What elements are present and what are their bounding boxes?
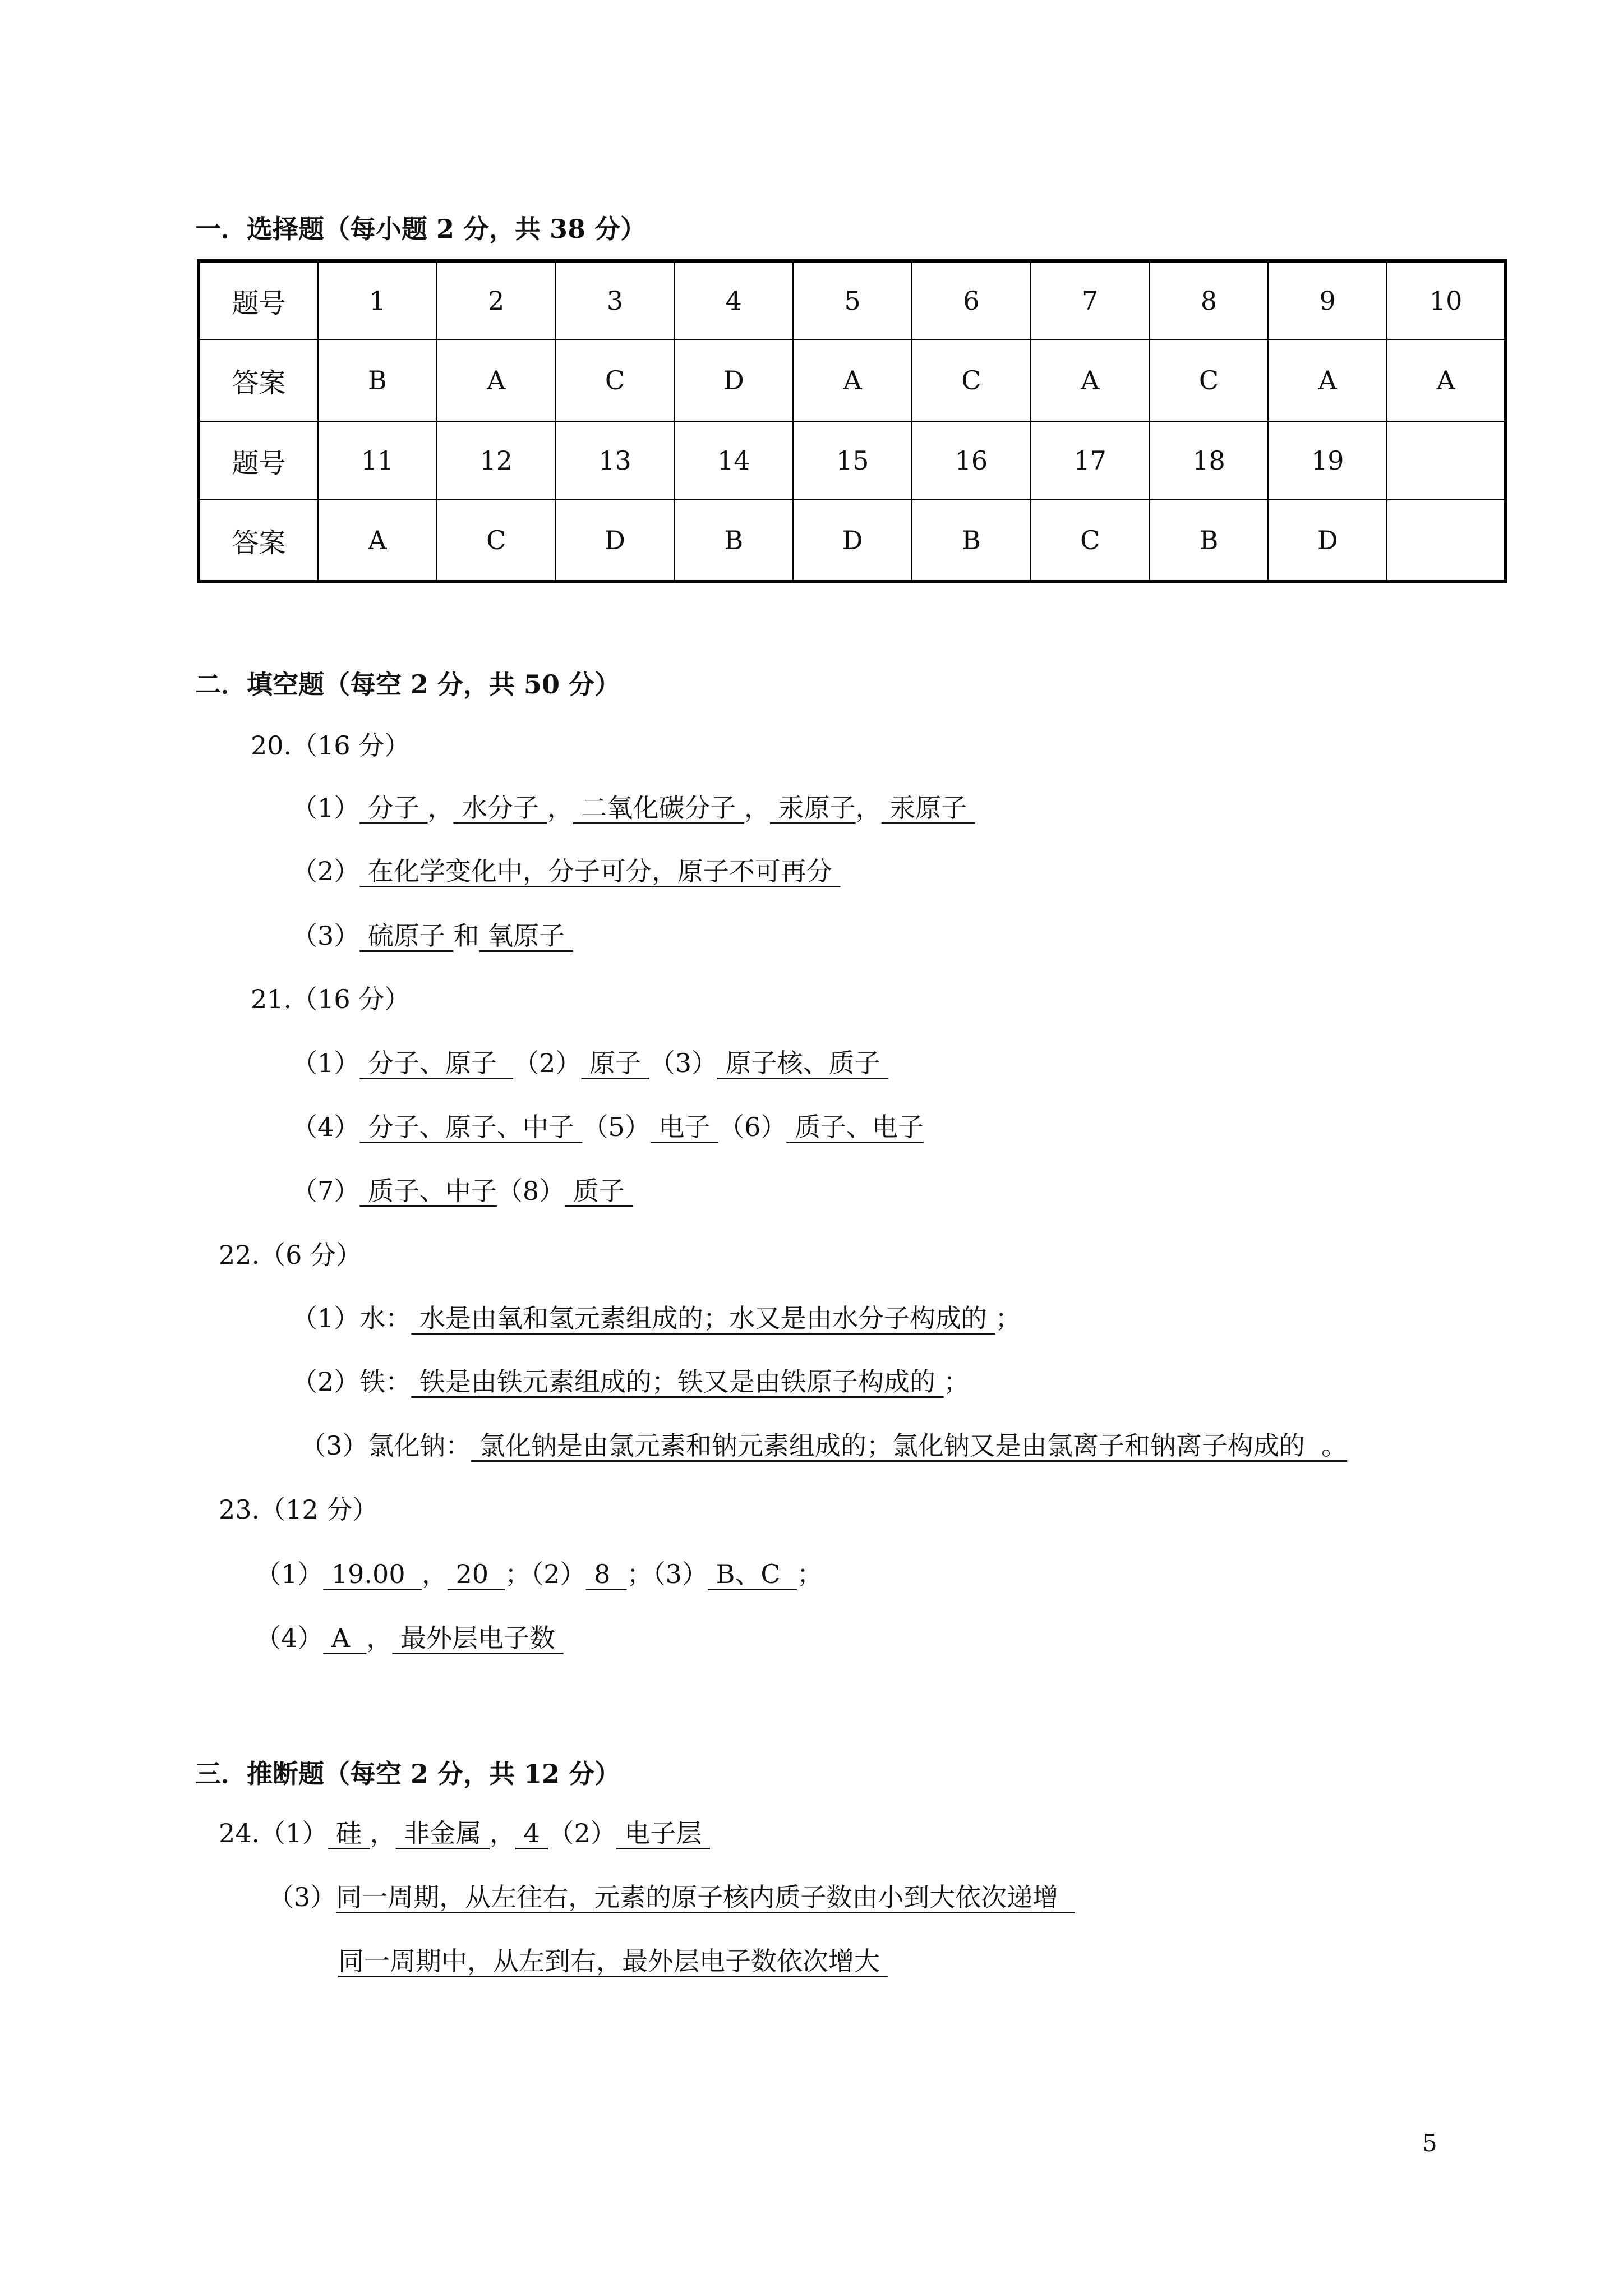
q23-l1-answer3: 8 [585, 1559, 627, 1589]
row-label: 答案 [199, 500, 318, 582]
q20-l3-and: 和 [453, 921, 479, 951]
q21-line1 [292, 1048, 888, 1079]
q22-line2 [292, 1366, 970, 1397]
table-cell: D [1268, 500, 1387, 582]
q20-l3-answer2: 氧原子 [479, 921, 573, 951]
q21-l2-answer3: 质子、电子 [786, 1112, 924, 1142]
q21-l1-answer3: 原子核、质子 [717, 1048, 889, 1078]
q24-l1-answer2: 非金属 [395, 1818, 490, 1848]
table-cell: 6 [912, 261, 1031, 339]
table-row [199, 421, 1506, 500]
q20-l1-answer4: 汞原子 [770, 793, 856, 823]
q22-l2-prefix: （2）铁： [292, 1366, 412, 1397]
table-cell: 8 [1150, 261, 1269, 339]
q20-l1-answer3: 二氧化碳分子 [573, 793, 745, 823]
table-cell: D [556, 500, 675, 582]
q23-l2-sep: ， [366, 1623, 393, 1653]
q20-l3-prefix: （3） [292, 921, 360, 951]
table-cell: C [1150, 339, 1269, 421]
q22-l2-answer: 铁是由铁元素组成的；铁又是由铁原子构成的 [411, 1366, 944, 1397]
table-cell: 5 [793, 261, 912, 339]
q20-l3-answer1: 硫原子 [359, 921, 454, 951]
table-cell: 19 [1268, 421, 1387, 500]
q21-l3-prefix2: （8） [496, 1176, 565, 1206]
q22-heading: 22.（6 分） [219, 1240, 362, 1270]
q24-l1-answer3: 4 [515, 1818, 548, 1848]
table-cell: C [1031, 500, 1150, 582]
table-cell: A [1387, 339, 1506, 421]
table-cell: D [674, 339, 793, 421]
q20-l1-sep3: ， [744, 793, 771, 823]
q23-l2-prefix: （4） [255, 1623, 324, 1653]
q24-l2-answer: 同一周期，从左往右，元素的原子核内质子数由小到大依次递增 [336, 1882, 1075, 1912]
q20-l1-sep2: ， [547, 793, 573, 823]
table-cell: 4 [674, 261, 793, 339]
choice-answer-table [197, 259, 1507, 583]
q23-heading: 23.（12 分） [219, 1494, 379, 1525]
q24-line3 [338, 1946, 888, 1977]
q23-l1-sep1: ， [421, 1559, 448, 1589]
table-cell: 10 [1387, 261, 1506, 339]
page-number: 5 [1422, 2129, 1437, 2157]
table-cell: C [556, 339, 675, 421]
q21-line3 [292, 1176, 633, 1207]
q22-line3 [300, 1430, 1347, 1461]
section2-title: 二．填空题（每空 2 分，共 50 分） [195, 669, 621, 700]
q24-l1-answer1: 硅 [328, 1818, 370, 1848]
q23-line2 [255, 1623, 564, 1654]
q23-line1 [255, 1559, 823, 1590]
table-cell: 13 [556, 421, 675, 500]
table-cell: 16 [912, 421, 1031, 500]
q21-l3-prefix1: （7） [292, 1176, 360, 1206]
q24-l1-prefix1: 24.（1） [219, 1818, 328, 1848]
q20-l2-answer1: 在化学变化中，分子可分，原子不可再分 [359, 856, 841, 886]
q24-l3-answer: 同一周期中，从左到右，最外层电子数依次增大 [338, 1946, 888, 1976]
table-cell: B [1150, 500, 1269, 582]
q21-l3-answer2: 质子 [565, 1176, 633, 1206]
q24-l1-sep2: ， [489, 1818, 515, 1848]
q21-l2-answer2: 电子 [650, 1112, 719, 1142]
q21-line2 [292, 1112, 924, 1143]
section3-title: 三．推断题（每空 2 分，共 12 分） [195, 1759, 621, 1789]
q21-l1-answer2: 原子 [581, 1048, 649, 1078]
table-cell: 1 [318, 261, 437, 339]
table-cell: A [1268, 339, 1387, 421]
q20-l1-answer1: 分子 [359, 793, 428, 823]
table-cell: A [437, 339, 556, 421]
q24-l2-prefix: （3） [268, 1882, 336, 1912]
table-cell [1387, 421, 1506, 500]
q23-l1-answer2: 20 [447, 1559, 505, 1589]
table-cell: C [437, 500, 556, 582]
table-cell [1387, 500, 1506, 582]
q21-heading: 21.（16 分） [251, 984, 411, 1014]
table-cell: A [318, 500, 437, 582]
q23-l1-prefix3: ；（3） [626, 1559, 708, 1589]
table-cell: 9 [1268, 261, 1387, 339]
q20-l1-prefix: （1） [292, 793, 360, 823]
q22-l1-end: ； [995, 1303, 1021, 1333]
q20-heading: 20.（16 分） [251, 730, 411, 761]
table-cell: 11 [318, 421, 437, 500]
table-cell: B [912, 500, 1031, 582]
q22-l2-end: ； [943, 1366, 970, 1397]
table-cell: 12 [437, 421, 556, 500]
q21-l2-prefix2: （5） [582, 1112, 651, 1142]
table-cell: B [674, 500, 793, 582]
table-cell: 2 [437, 261, 556, 339]
q23-l2-answer1: A [323, 1623, 367, 1653]
table-cell: 14 [674, 421, 793, 500]
table-cell: 18 [1150, 421, 1269, 500]
q20-line2 [292, 856, 841, 887]
q22-l3-prefix: （3）氯化钠： [300, 1430, 472, 1461]
q23-l1-prefix2: ；（2） [505, 1559, 586, 1589]
q20-l1-answer2: 水分子 [453, 793, 547, 823]
q20-line3 [292, 921, 573, 951]
q20-l2-prefix: （2） [292, 856, 360, 886]
q21-l2-prefix3: （6） [718, 1112, 787, 1142]
table-cell: D [793, 500, 912, 582]
row-label: 答案 [199, 339, 318, 421]
q23-l1-answer4: B、C [707, 1559, 797, 1589]
q23-l1-answer1: 19.00 [323, 1559, 422, 1589]
q20-l1-sep1: ， [427, 793, 454, 823]
q24-line2 [268, 1882, 1075, 1913]
table-row [199, 339, 1506, 421]
table-cell: 17 [1031, 421, 1150, 500]
table-row [199, 500, 1506, 582]
q21-l1-prefix1: （1） [292, 1048, 360, 1078]
row-label: 题号 [199, 421, 318, 500]
q21-l3-answer1: 质子、中子 [359, 1176, 497, 1206]
q20-line1 [292, 793, 975, 823]
q24-l1-sep1: ， [370, 1818, 396, 1848]
table-cell: C [912, 339, 1031, 421]
table-cell: A [1031, 339, 1150, 421]
q20-l1-answer5: 汞原子 [881, 793, 975, 823]
q21-l1-answer1: 分子、原子 [359, 1048, 514, 1078]
row-label: 题号 [199, 261, 318, 339]
q21-l1-prefix3: （3） [649, 1048, 717, 1078]
q22-l1-prefix: （1）水： [292, 1303, 412, 1333]
q23-l1-prefix1: （1） [255, 1559, 324, 1589]
q24-l1-answer4: 电子层 [616, 1818, 710, 1848]
q24-line1 [219, 1818, 710, 1849]
table-cell: A [793, 339, 912, 421]
q22-l1-answer: 水是由氧和氢元素组成的；水又是由水分子构成的 [411, 1303, 995, 1333]
table-cell: 7 [1031, 261, 1150, 339]
section1-title: 一．选择题（每小题 2 分，共 38 分） [195, 214, 647, 244]
q21-l2-answer1: 分子、原子、中子 [359, 1112, 583, 1142]
table-cell: B [318, 339, 437, 421]
q20-l1-sep4: ， [855, 793, 882, 823]
table-cell: 3 [556, 261, 675, 339]
q23-l1-end: ； [796, 1559, 823, 1589]
table-row [199, 261, 1506, 339]
q22-l3-answer: 氯化钠是由氯元素和钠元素组成的；氯化钠又是由氯离子和钠离子构成的 。 [471, 1430, 1348, 1461]
q24-l1-prefix2: （2） [548, 1818, 616, 1848]
q23-l2-answer2: 最外层电子数 [392, 1623, 564, 1653]
table-cell: 15 [793, 421, 912, 500]
q22-line1 [292, 1303, 1021, 1334]
q21-l1-prefix2: （2） [513, 1048, 582, 1078]
q21-l2-prefix1: （4） [292, 1112, 360, 1142]
